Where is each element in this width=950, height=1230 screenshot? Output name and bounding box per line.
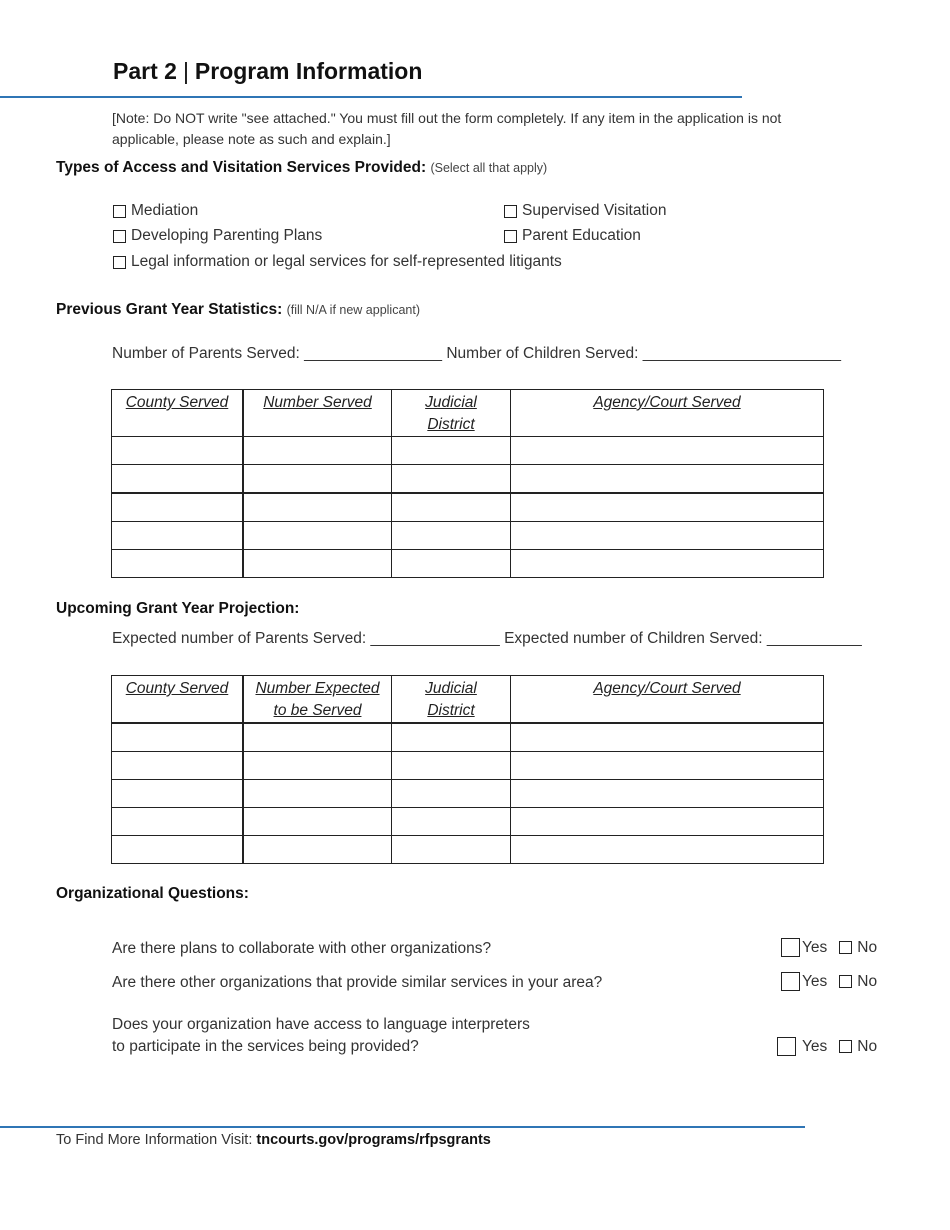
table-cell[interactable] <box>511 780 824 808</box>
table-cell[interactable] <box>392 493 511 522</box>
table-row <box>112 465 824 494</box>
option-supervised-visitation[interactable] <box>504 202 666 220</box>
yes-label: Yes <box>802 972 828 990</box>
yes-label: Yes <box>802 1037 828 1055</box>
option-parent-education[interactable] <box>504 227 641 245</box>
table-cell[interactable] <box>112 836 244 864</box>
column-header <box>392 676 511 724</box>
table-row <box>112 550 824 578</box>
title-separator: | <box>182 58 189 84</box>
table-cell[interactable] <box>243 836 392 864</box>
option-label: Supervised Visitation <box>522 202 667 219</box>
table-cell[interactable] <box>511 723 824 752</box>
to-be-served-header: to be Served <box>273 702 362 719</box>
table-cell[interactable] <box>243 550 392 578</box>
option-legal-information[interactable] <box>113 253 562 271</box>
table-cell[interactable] <box>511 752 824 780</box>
district-header: District <box>427 702 475 719</box>
footer-link[interactable]: tncourts.gov/programs/rfpsgrants <box>256 1132 491 1148</box>
district-header: District <box>427 416 475 433</box>
question-collaborate: Are there plans to collaborate with other organizations? <box>112 940 492 957</box>
no-label: No <box>857 1037 878 1055</box>
previous-hint: (fill N/A if new applicant) <box>286 303 420 317</box>
section-heading: Program Information <box>194 58 423 84</box>
table-cell[interactable] <box>392 808 511 836</box>
table-row <box>112 808 824 836</box>
number-expected-header: Number Expected <box>255 680 380 697</box>
table-cell[interactable] <box>112 465 244 494</box>
table-header-row <box>112 390 824 437</box>
table-cell[interactable] <box>392 836 511 864</box>
column-header <box>243 676 392 724</box>
table-cell[interactable] <box>112 522 244 550</box>
no-checkbox[interactable] <box>839 975 852 988</box>
table-cell[interactable] <box>392 780 511 808</box>
table-cell[interactable] <box>243 493 392 522</box>
table-row <box>112 493 824 522</box>
children-served-label: Number of Children Served: _______________________ <box>446 345 842 362</box>
checkbox[interactable] <box>113 230 126 243</box>
table-row <box>112 522 824 550</box>
table-cell[interactable] <box>511 550 824 578</box>
no-label: No <box>857 972 878 990</box>
table-cell[interactable] <box>511 465 824 494</box>
footer <box>56 1132 491 1148</box>
table-cell[interactable] <box>511 836 824 864</box>
option-label: Parent Education <box>522 227 641 244</box>
option-parenting-plans[interactable] <box>113 227 322 245</box>
judicial-header: Judicial <box>425 394 477 411</box>
table-cell[interactable] <box>243 437 392 465</box>
table-row <box>112 437 824 465</box>
checkbox[interactable] <box>113 256 126 269</box>
option-mediation[interactable] <box>113 202 198 220</box>
footer-rule <box>0 1126 805 1128</box>
question-interpreters-line2: to participate in the services being provided? <box>112 1038 419 1055</box>
part-label: Part 2 <box>113 58 177 84</box>
question-interpreters <box>112 1014 530 1058</box>
option-label: Developing Parenting Plans <box>131 227 323 244</box>
no-checkbox[interactable] <box>839 941 852 954</box>
answer-interpreters <box>777 1037 877 1056</box>
table-cell[interactable] <box>511 437 824 465</box>
parents-served-label: Number of Parents Served: ________________ <box>112 345 443 362</box>
yes-checkbox[interactable] <box>781 972 800 991</box>
expected-children-label: Expected number of Children Served: ___________ <box>504 630 862 647</box>
column-header: Number Served <box>243 390 392 437</box>
column-header: Agency/Court Served <box>511 390 824 437</box>
footer-label: To Find More Information Visit: <box>56 1132 253 1148</box>
services-hint: (Select all that apply) <box>430 161 548 175</box>
table-row <box>112 836 824 864</box>
option-label: Mediation <box>131 202 199 219</box>
table-cell[interactable] <box>511 493 824 522</box>
table-cell[interactable] <box>392 522 511 550</box>
table-cell[interactable] <box>243 752 392 780</box>
table-cell[interactable] <box>511 522 824 550</box>
table-header-row <box>112 676 824 724</box>
expected-parents-label: Expected number of Parents Served: _______________ <box>112 630 500 647</box>
table-cell[interactable] <box>392 437 511 465</box>
no-checkbox[interactable] <box>839 1040 852 1053</box>
table-cell[interactable] <box>112 780 244 808</box>
table-row <box>112 780 824 808</box>
question-similar-services: Are there other organizations that provide similar services in your area? <box>112 974 603 991</box>
previous-stats-table <box>111 389 824 578</box>
table-cell[interactable] <box>243 465 392 494</box>
judicial-header: Judicial <box>425 680 477 697</box>
table-cell[interactable] <box>112 493 244 522</box>
table-cell[interactable] <box>243 522 392 550</box>
table-row <box>112 752 824 780</box>
table-cell[interactable] <box>392 465 511 494</box>
column-header: Agency/Court Served <box>511 676 824 724</box>
previous-title <box>56 301 420 319</box>
table-row <box>112 723 824 752</box>
answer-collaborate <box>781 938 877 957</box>
table-cell[interactable] <box>392 752 511 780</box>
expected-served-line[interactable] <box>112 630 862 648</box>
column-header: County Served <box>112 676 244 724</box>
table-cell[interactable] <box>243 723 392 752</box>
answer-similar-services <box>781 972 877 991</box>
checkbox[interactable] <box>113 205 126 218</box>
column-header: County Served <box>112 390 244 437</box>
previous-title-text: Previous Grant Year Statistics: <box>56 301 283 318</box>
yes-label: Yes <box>802 938 828 956</box>
parents-served-line[interactable] <box>112 345 841 363</box>
no-label: No <box>857 938 878 956</box>
table-cell[interactable] <box>112 550 244 578</box>
table-cell[interactable] <box>243 808 392 836</box>
yes-checkbox[interactable] <box>777 1037 796 1056</box>
services-title <box>56 159 547 177</box>
organizational-title: Organizational Questions: <box>56 885 249 902</box>
table-cell[interactable] <box>112 752 244 780</box>
checkbox[interactable] <box>504 205 517 218</box>
yes-checkbox[interactable] <box>781 938 800 957</box>
column-header <box>392 390 511 437</box>
table-cell[interactable] <box>112 808 244 836</box>
upcoming-title: Upcoming Grant Year Projection: <box>56 600 300 617</box>
checkbox[interactable] <box>504 230 517 243</box>
table-cell[interactable] <box>243 780 392 808</box>
page-title <box>113 58 422 85</box>
table-cell[interactable] <box>392 723 511 752</box>
table-cell[interactable] <box>392 550 511 578</box>
table-cell[interactable] <box>511 808 824 836</box>
services-title-text: Types of Access and Visitation Services Provided: <box>56 159 427 176</box>
upcoming-projection-table <box>111 675 824 864</box>
header-rule <box>0 96 742 98</box>
instruction-note: [Note: Do NOT write "see attached." You must fill out the form completely. If any item in the application is not applicable, please note as such and explain.] <box>112 110 782 147</box>
table-cell[interactable] <box>112 723 244 752</box>
question-interpreters-line1: Does your organization have access to language interpreters <box>112 1016 530 1033</box>
table-cell[interactable] <box>112 437 244 465</box>
option-label: Legal information or legal services for self-represented litigants <box>131 253 562 270</box>
